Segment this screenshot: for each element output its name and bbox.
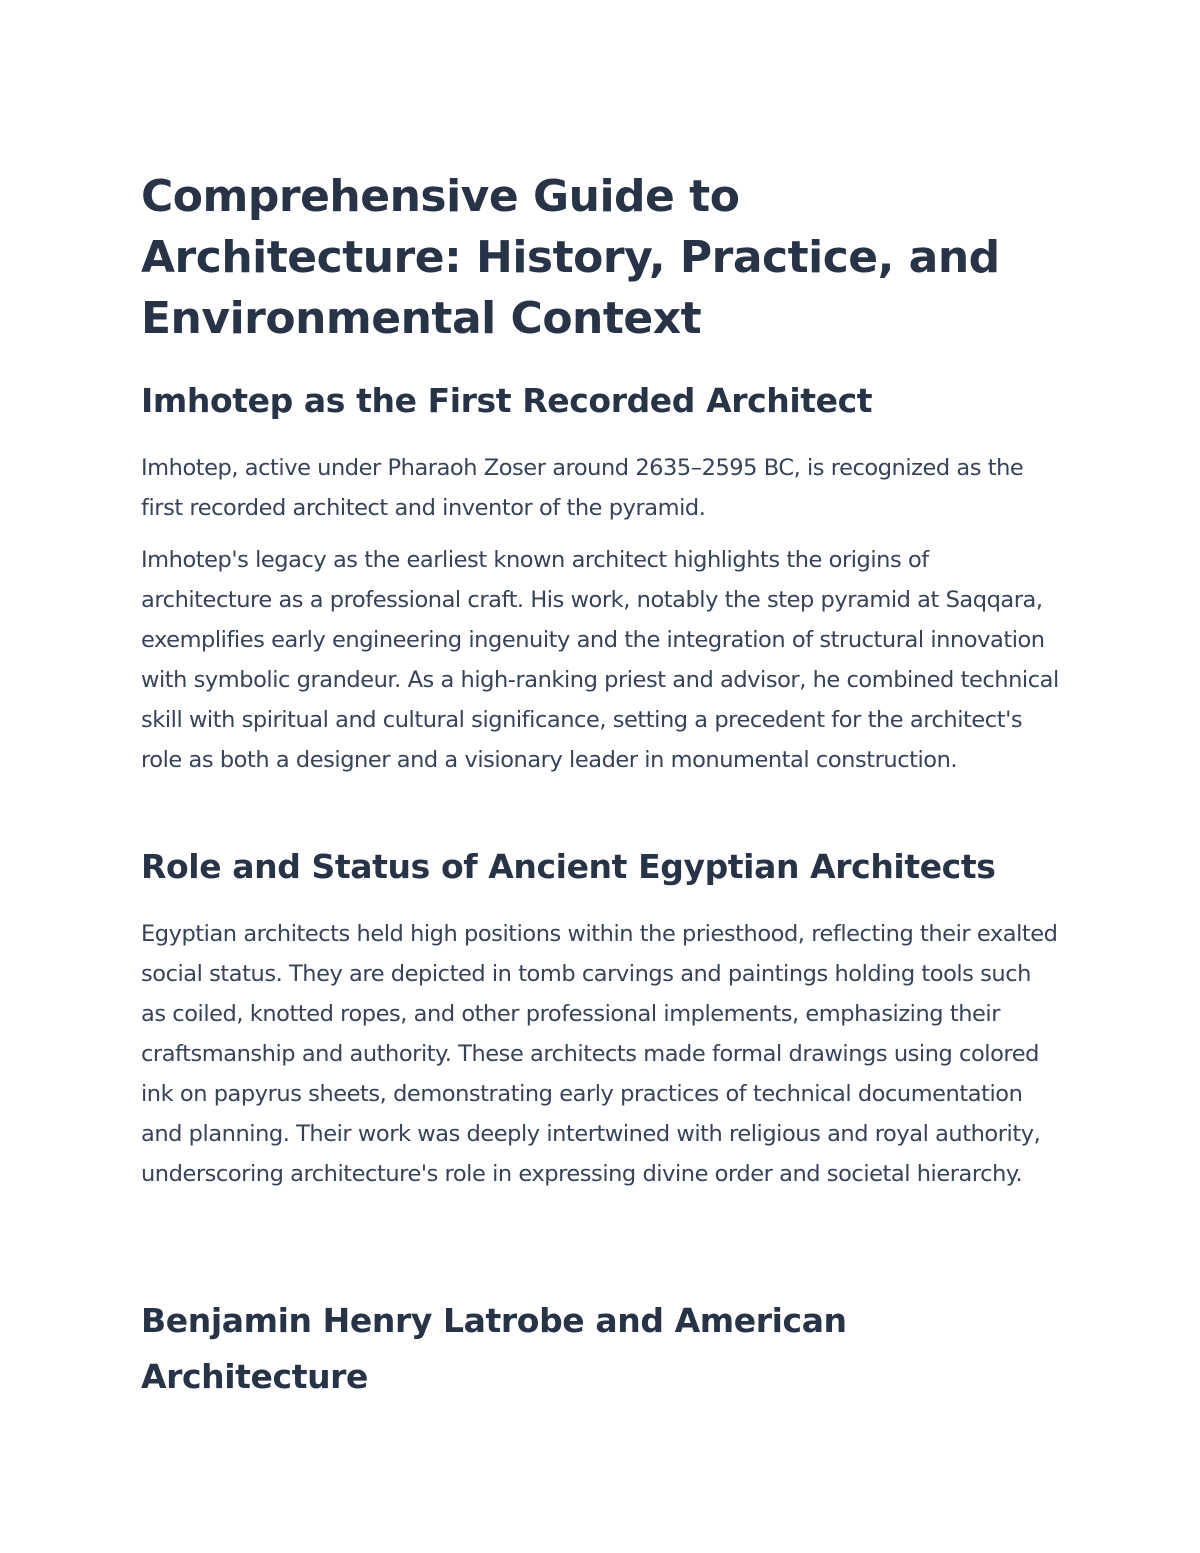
document-title: Comprehensive Guide to Architecture: History, Practice, and Environmental Context — [141, 171, 1000, 344]
paragraph-imhotep-intro: Imhotep, active under Pharaoh Zoser around 2635–2595 BC, is recognized as the first recorded architect and inventor of the pyramid. — [141, 455, 1024, 521]
paragraph-egyptian-architects: Egyptian architects held high positions within the priesthood, reflecting their exalted social status. They are depicted in tomb carvings and paintings holding tools such as coiled, knotted ropes, and other professional implements, emphasizing their craftsmanship and authority. These architects made formal drawings using colored ink on papyrus sheets, demonstrating early practices of technical documentation and planning. Their work was deeply intertwined with religious and royal authority, underscoring architecture's role in expressing divine order and societal hierarchy. — [141, 921, 1058, 1187]
section-heading-imhotep: Imhotep as the First Recorded Architect — [141, 381, 873, 420]
paragraph-imhotep-legacy: Imhotep's legacy as the earliest known architect highlights the origins of architecture as a professional craft. His work, notably the step pyramid at Saqqara, exemplifies early engineering ingenuity and the integration of structural innovation with symbolic grandeur. As a high-ranking priest and advisor, he combined technical skill with spiritual and cultural significance, setting a precedent for the architect's role as both a designer and a visionary leader in monumental construction. — [141, 547, 1059, 773]
section-heading-latrobe: Benjamin Henry Latrobe and American Architecture — [141, 1301, 847, 1396]
section-heading-egyptian-architects: Role and Status of Ancient Egyptian Architects — [141, 847, 996, 886]
